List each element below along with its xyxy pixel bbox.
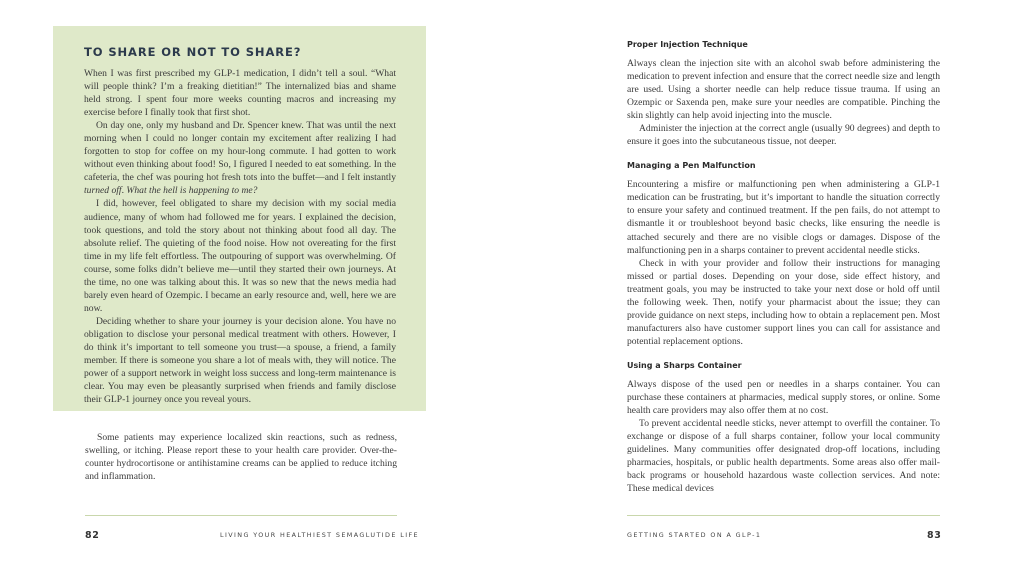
sidebar-paragraph: When I was first prescribed my GLP-1 medication, I didn’t tell a soul. “What will people think? I’m a freaking dietitian!” The internalized bias and shame held strong. I spent four more weeks counting macros and increasing my exercise before I finally took that first shot. (84, 68, 396, 119)
section-heading: Managing a Pen Malfunction (627, 161, 756, 171)
section-sharps-container (627, 361, 940, 495)
body-paragraph: Encountering a misfire or malfunctioning pen when administering a GLP-1 medication can be frustrating, but it’s important to handle the situation correctly to ensure your safety and continued treatment. If the pen fails, do not attempt to dismantle it or troubleshoot beyond basic checks, like ensuring the needle is attached securely and there are no visible clogs or damages. Dispose of the malfunctioning pen in a sharps container to prevent accidental needle sticks. (627, 179, 940, 256)
running-head: GETTING STARTED ON A GLP-1 (627, 531, 762, 539)
sidebar-paragraph: I did, however, feel obligated to share my decision with my social media audience, many of whom had followed me for years. I explained the decision, took questions, and told the story about not thinking about food all day. The absolute relief. The quieting of the food noise. How not overeating for the first time in my life felt effortless. The outpouring of support was overwhelming. Of course, some folks didn’t believe me—until they started their own journeys. At the time, no one was talking about this. It was so new that the news media had barely even heard of Ozempic. I became an early resource and, well, here we are now. (84, 198, 396, 314)
body-paragraph: To prevent accidental needle sticks, never attempt to overfill the container. To exchange or dispose of a full sharps container, follow your local community guidelines. Many communities offer designated drop-off locations, including pharmacies, hospitals, or public health departments. Some areas also offer mail-back programs or household hazardous waste collection services. And note: These medical devices (627, 418, 940, 495)
body-paragraph: Some patients may experience localized skin reactions, such as redness, swelling, or itching. Please report these to your health care provider. Over-the-counter hydrocortisone or antihistamine creams can be applied to reduce itching and inflammation. (85, 432, 397, 483)
body-paragraph: Administer the injection at the correct angle (usually 90 degrees) and depth to ensure it goes into the subcutaneous tissue, not deeper. (627, 123, 940, 148)
body-paragraph: Always dispose of the used pen or needles in a sharps container. You can purchase these containers at pharmacies, medical supply stores, or online. Some health care providers may also offer them at no cost. (627, 378, 940, 417)
section-pen-malfunction (627, 161, 940, 348)
sidebar-paragraph: Deciding whether to share your journey is your decision alone. You have no obligation to disclose your personal medical treatment with others. However, I do think it’s important to tell someone you trust—a spouse, a friend, a family member. If there is someone you share a lot of meals with, they will notice. The power of a support network in weight loss success and long-term maintenance is clear. You may even be pleasantly surprised when friends and family disclose their GLP-1 journey once you reveal yours. (84, 315, 396, 406)
sidebar-body (84, 67, 396, 406)
sidebar-title: TO SHARE OR NOT TO SHARE? (84, 45, 302, 59)
right-column (627, 40, 940, 508)
body-paragraph: Always clean the injection site with an alcohol swab before administering the medication to prevent infection and ensure that the correct needle size and length are used. Using a shorter needle can help reduce tissue trauma. If using an Ozempic or Saxenda pen, make sure your needles are compatible. Pinching the skin slightly can help avoid injecting into the muscle. (627, 58, 940, 122)
sidebar-paragraph-text: On day one, only my husband and Dr. Spencer knew. That was until the next morning when I could no longer contain my excitement after realizing I had forgotten to stop for coffee on my hour-long commute. I had gotten to work without even thinking about food! So, I figured I needed to eat something. In the cafeteria, the chef was pouring hot fresh tots into the buffet—and I felt instantly (84, 120, 396, 184)
footer-rule (85, 515, 397, 516)
sidebar-italic-phrase: turned off (84, 185, 122, 197)
right-page (512, 0, 1024, 575)
page-number: 82 (85, 530, 100, 541)
section-injection-technique (627, 40, 940, 148)
sidebar-paragraph (84, 119, 396, 197)
section-heading: Using a Sharps Container (627, 360, 742, 370)
section-heading: Proper Injection Technique (627, 40, 748, 49)
left-body (85, 431, 397, 483)
sidebar-punctuation: . (121, 185, 127, 197)
body-paragraph: Check in with your provider and follow their instructions for managing missed or partial doses. Depending on your dose, side effect history, and treatment goals, you may be instructed to take your next dose or hold off until the following week. Then, notify your pharmacist about the issue; they can provide guidance on next steps, including how to obtain a replacement pen. Most manufacturers also have customer support lines you can call for assistance and potential replacement options. (627, 257, 940, 347)
sidebar-italic-question: What the hell is happening to me? (126, 185, 258, 197)
sidebar-box (53, 26, 426, 411)
footer-rule (627, 515, 940, 516)
page-number: 83 (927, 530, 942, 541)
running-head: LIVING YOUR HEALTHIEST SEMAGLUTIDE LIFE (220, 531, 419, 539)
